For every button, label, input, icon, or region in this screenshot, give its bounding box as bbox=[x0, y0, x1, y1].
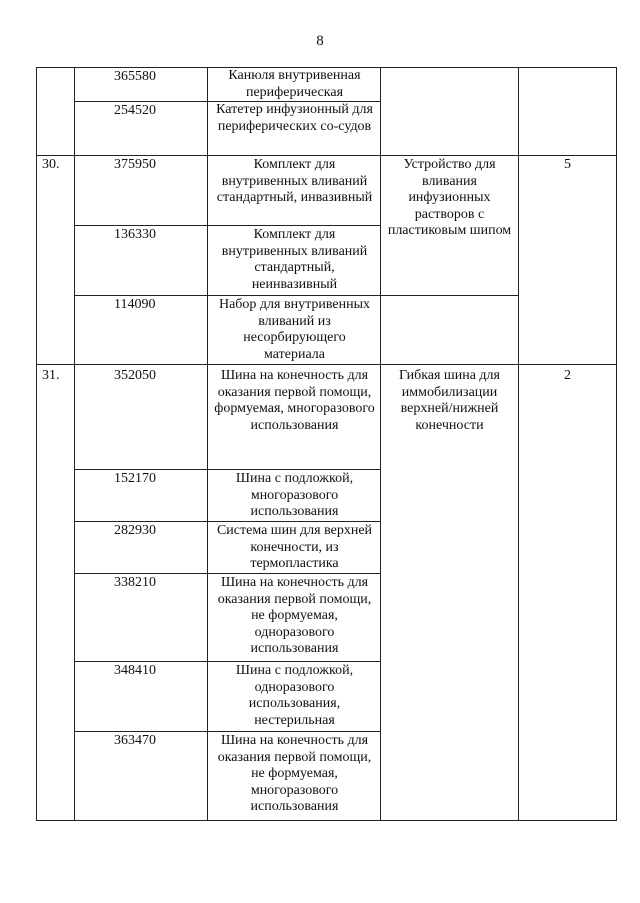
column-divider-device bbox=[518, 67, 519, 821]
item-name: Шина с подложкой, одноразового использования, нестерильная bbox=[235, 663, 354, 728]
item-code: 348410 bbox=[114, 663, 156, 678]
device-type: Гибкая шина для иммобилизации верхней/нижней конечности bbox=[399, 368, 500, 433]
quantity: 5 bbox=[564, 157, 571, 172]
item-code: 152170 bbox=[114, 471, 156, 486]
item-code: 114090 bbox=[114, 297, 156, 312]
item-code: 365580 bbox=[114, 69, 156, 84]
item-code: 352050 bbox=[114, 368, 156, 383]
item-name: Комплект для внутривенных вливаний стандартный, инвазивный bbox=[216, 157, 373, 205]
item-name: Шина на конечность для оказания первой помощи, не формуемая, многоразового использования bbox=[217, 733, 372, 814]
group-divider bbox=[36, 364, 617, 365]
item-name: Шина на конечность для оказания первой помощи, не формуемая, одноразового использования bbox=[217, 575, 372, 656]
item-code: 282930 bbox=[114, 523, 156, 538]
item-name: Шина с подложкой, многоразового использования bbox=[235, 471, 354, 519]
table-border-right bbox=[616, 67, 617, 821]
row-number: 30. bbox=[42, 157, 60, 172]
item-code: 254520 bbox=[114, 103, 156, 118]
device-type: Устройство для вливания инфузионных растворов с пластиковым шипом bbox=[387, 157, 512, 238]
item-name: Канюля внутривенная периферическая bbox=[228, 68, 361, 100]
page-number: 8 bbox=[316, 33, 324, 49]
item-name: Набор для внутривенных вливаний из несорбирующего материала bbox=[218, 297, 370, 362]
item-code: 363470 bbox=[114, 733, 156, 748]
item-name: Система шин для верхней конечности, из термопластика bbox=[216, 523, 373, 571]
quantity: 2 bbox=[564, 368, 571, 383]
row-number: 31. bbox=[42, 368, 60, 383]
item-name: Шина на конечность для оказания первой помощи, формуемая, многоразового использования bbox=[214, 368, 375, 433]
item-code: 375950 bbox=[114, 157, 156, 172]
item-code: 338210 bbox=[114, 575, 156, 590]
item-name: Катетер инфузионный для периферических со-судов bbox=[216, 102, 373, 134]
table-border-bottom bbox=[36, 820, 617, 821]
column-divider-code bbox=[207, 67, 208, 821]
item-code: 136330 bbox=[114, 227, 156, 242]
item-name: Комплект для внутривенных вливаний стандартный, неинвазивный bbox=[221, 227, 368, 292]
